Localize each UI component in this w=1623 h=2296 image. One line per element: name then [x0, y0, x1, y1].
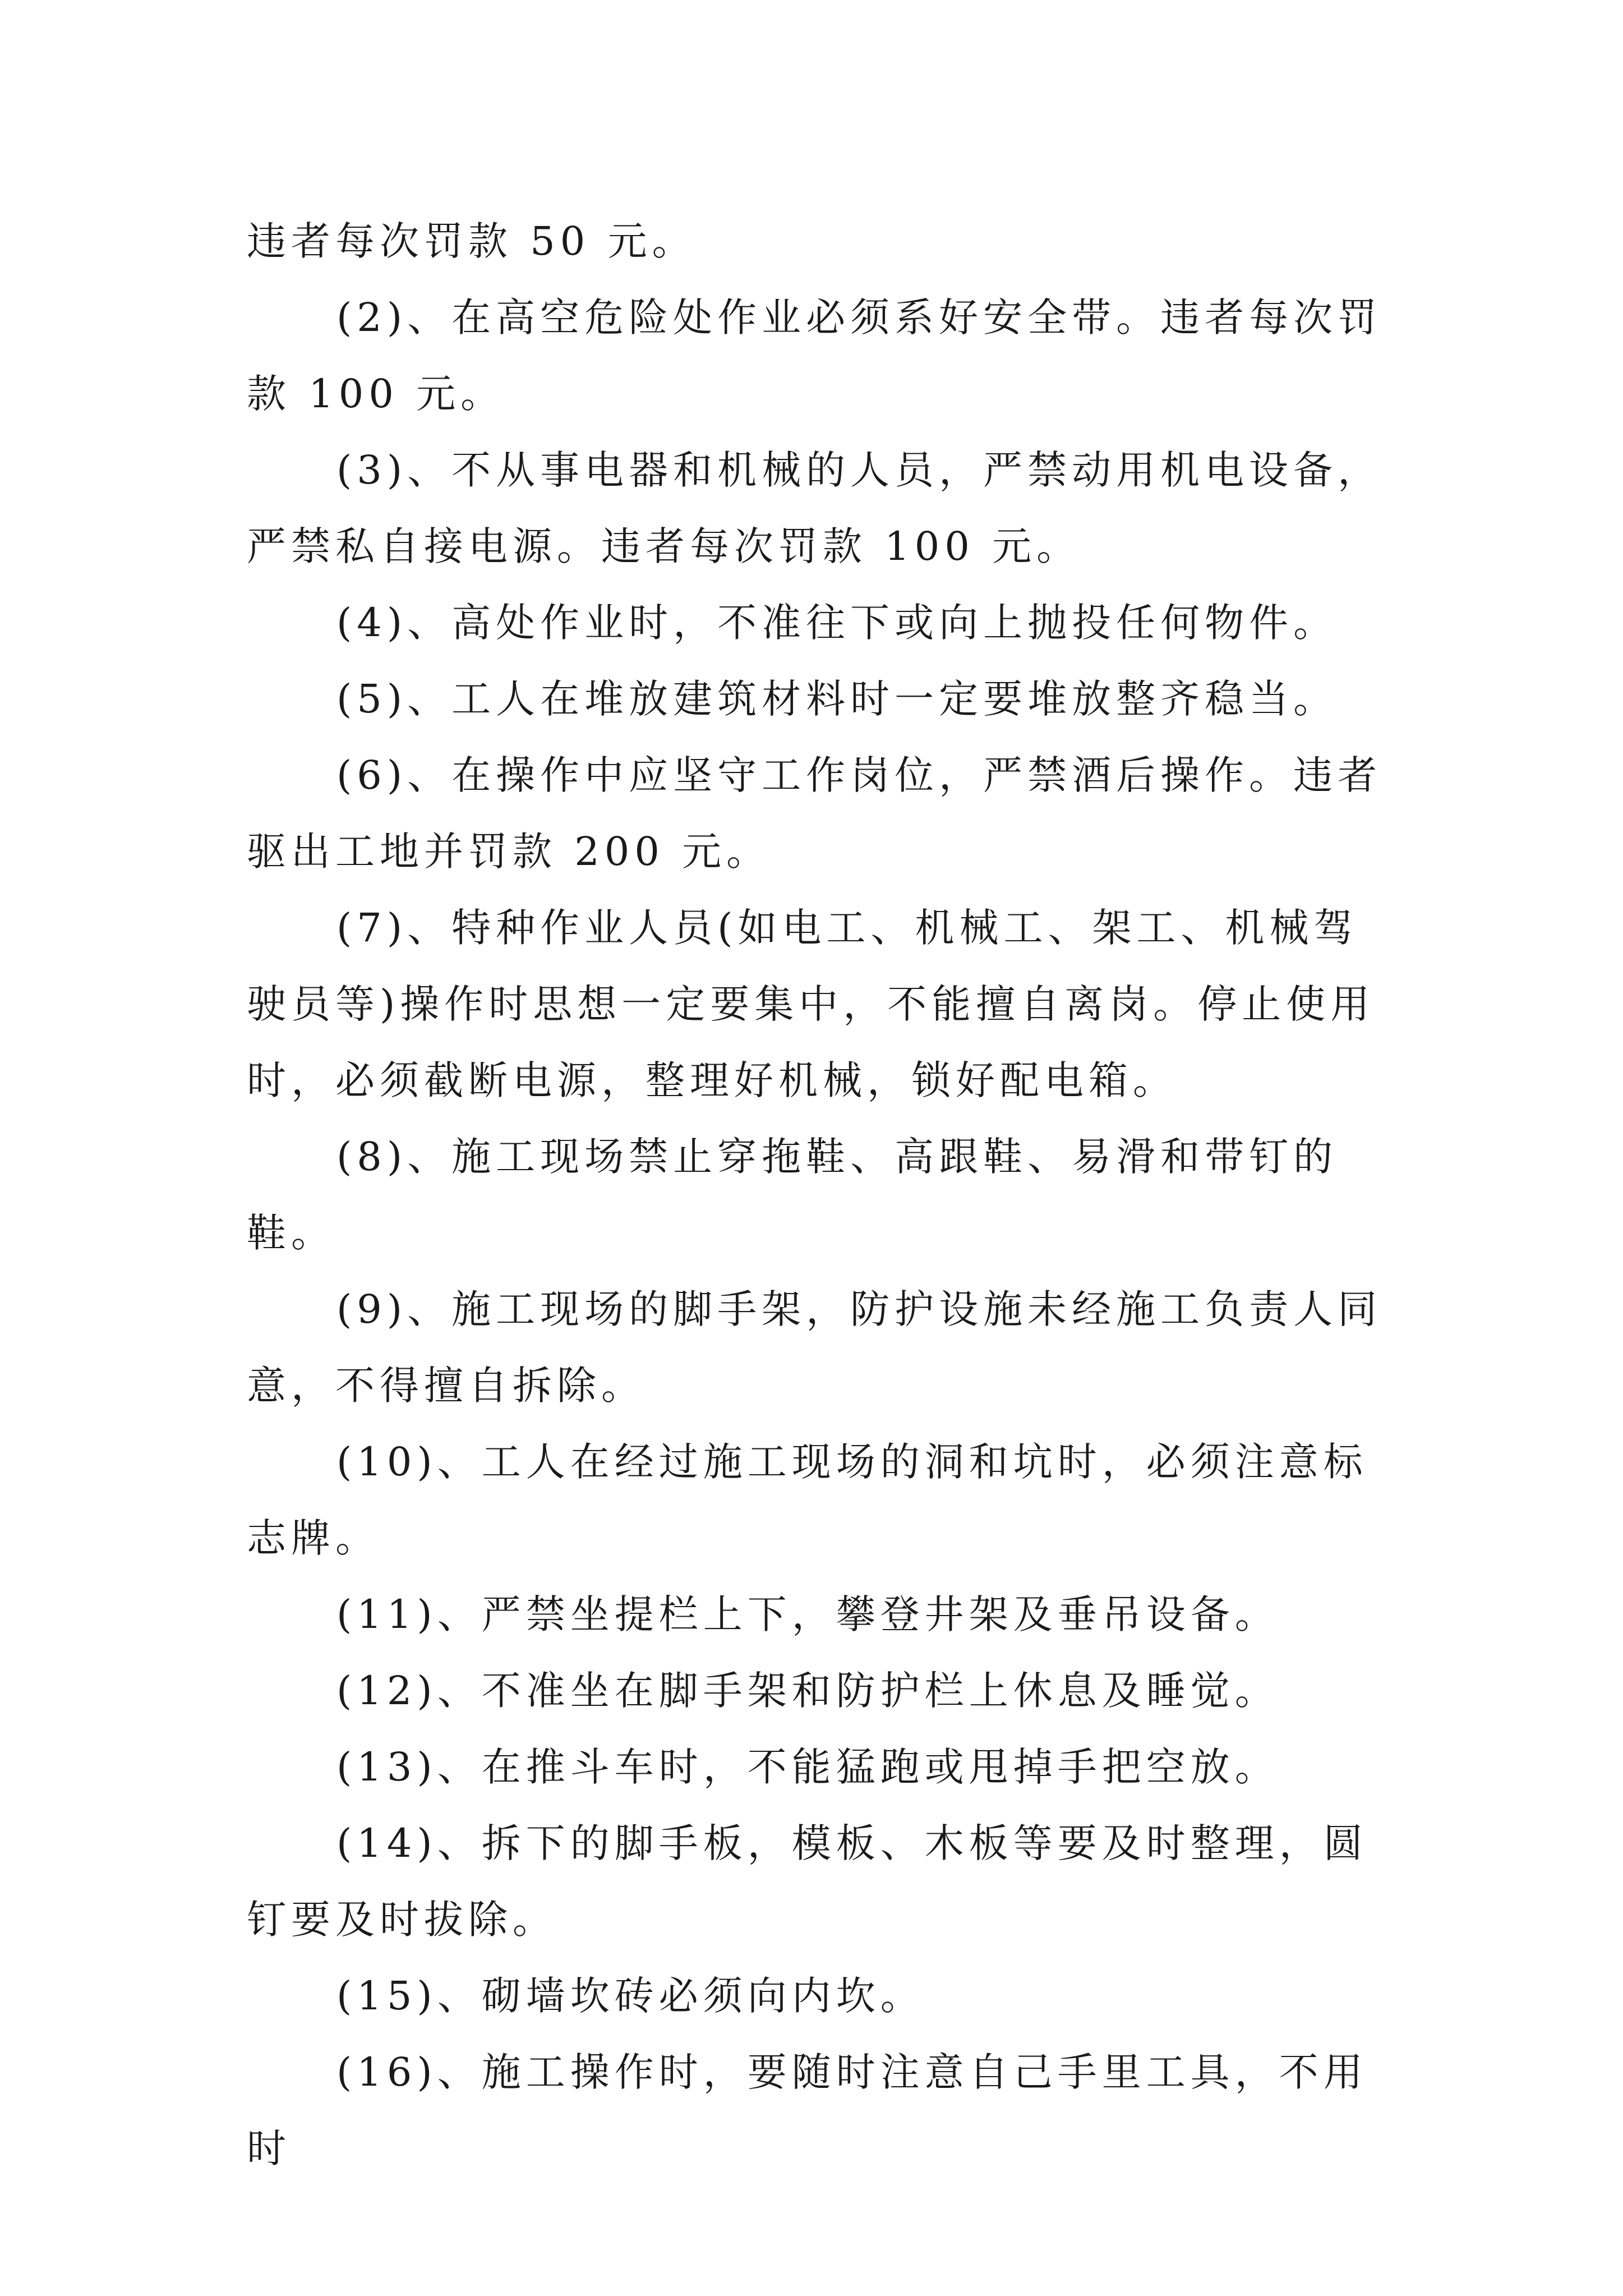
paragraph-rule-6: (6)、在操作中应坚守工作岗位，严禁酒后操作。违者驱出工地并罚款 200 元。	[247, 752, 1382, 875]
paragraph-rule-8: (8)、施工现场禁止穿拖鞋、高跟鞋、易滑和带钉的鞋。	[247, 1134, 1338, 1256]
paragraph-rule-4: (4)、高处作业时，不准往下或向上抛投任何物件。	[336, 600, 1338, 646]
paragraph-rule-12: (12)、不准坐在脚手架和防护栏上休息及睡觉。	[336, 1668, 1279, 1714]
paragraph-rule-10: (10)、工人在经过施工现场的洞和坑时，必须注意标志牌。	[247, 1439, 1368, 1561]
paragraph-rule-14: (14)、拆下的脚手板，模板、木板等要及时整理，圆钉要及时拔除。	[247, 1820, 1368, 1943]
document-body	[247, 203, 1402, 2187]
paragraph-continuation: 违者每次罚款 50 元。	[247, 218, 697, 264]
paragraph-rule-5: (5)、工人在堆放建筑材料时一定要堆放整齐稳当。	[336, 676, 1338, 722]
paragraph-rule-11: (11)、严禁坐提栏上下，攀登井架及垂吊设备。	[336, 1591, 1279, 1637]
paragraph-rule-15: (15)、砌墙坎砖必须向内坎。	[336, 1973, 925, 2019]
paragraph-rule-13: (13)、在推斗车时，不能猛跑或甩掉手把空放。	[336, 1744, 1279, 1790]
paragraph-rule-16: (16)、施工操作时，要随时注意自己手里工具，不用时	[247, 2049, 1368, 2171]
paragraph-rule-3: (3)、不从事电器和机械的人员，严禁动用机电设备，严禁私自接电源。违者每次罚款 100 元。	[247, 447, 1382, 569]
paragraph-rule-2: (2)、在高空危险处作业必须系好安全带。违者每次罚款 100 元。	[247, 295, 1382, 417]
paragraph-rule-7: (7)、特种作业人员(如电工、机械工、架工、机械驾驶员等)操作时思想一定要集中，不能擅自离岗。停止使用时，必须截断电源，整理好机械，锁好配电箱。	[247, 905, 1375, 1103]
paragraph-rule-9: (9)、施工现场的脚手架，防护设施未经施工负责人同意，不得擅自拆除。	[247, 1286, 1382, 1409]
